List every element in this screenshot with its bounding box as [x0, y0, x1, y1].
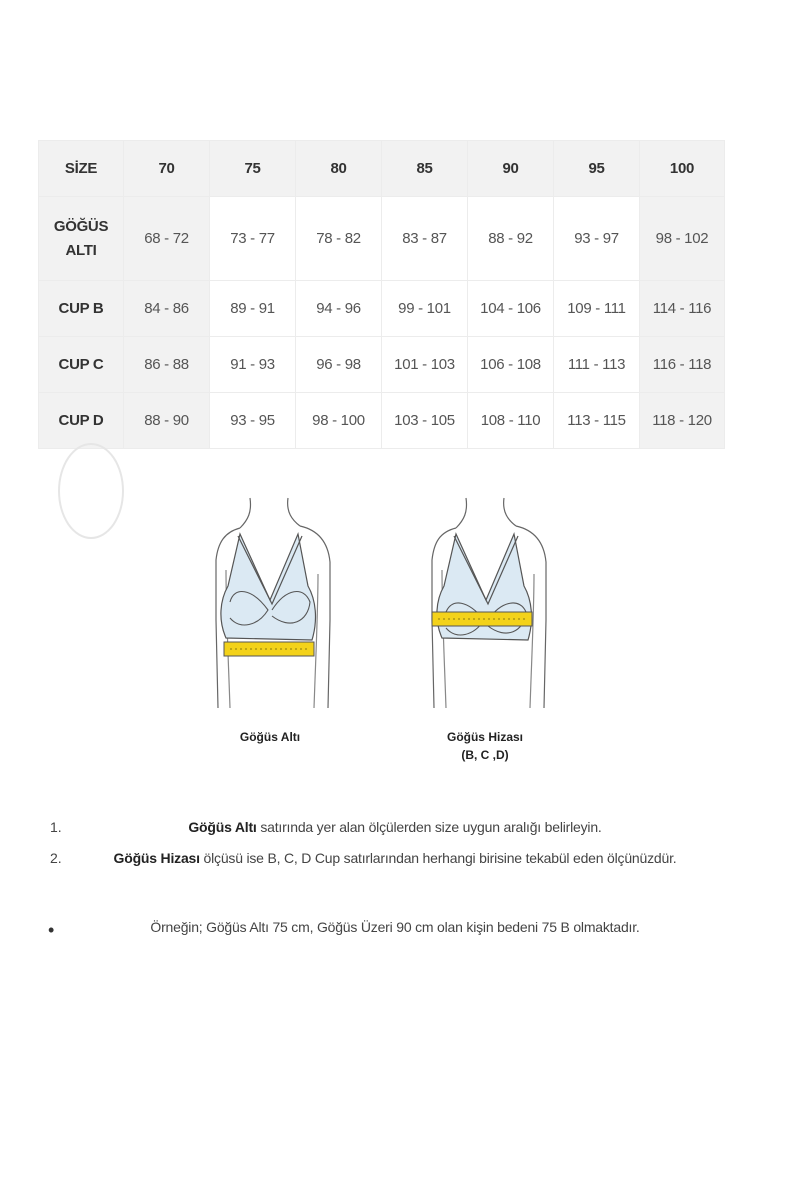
bullet-icon: •	[48, 920, 55, 940]
table-cell: 78 - 82	[296, 197, 382, 281]
table-cell: 89 - 91	[210, 281, 296, 337]
table-cell: 96 - 98	[296, 337, 382, 393]
underbust-bra	[221, 534, 316, 640]
table-cell: 93 - 97	[554, 197, 640, 281]
instruction-2	[80, 850, 710, 866]
table-cell: 88 - 90	[124, 393, 210, 449]
table-cell: 103 - 105	[382, 393, 468, 449]
table-cell: 109 - 111	[554, 281, 640, 337]
size-chart-table	[38, 140, 725, 449]
bustline-tape-icon	[432, 612, 532, 626]
row-label-line1: GÖĞÜS	[53, 217, 109, 235]
instruction-1-bold: Göğüs Altı	[188, 819, 257, 835]
header-70: 70	[124, 141, 210, 197]
table-cell: 111 - 113	[554, 337, 640, 393]
row-label-gogus-alti	[39, 197, 124, 281]
table-cell: 83 - 87	[382, 197, 468, 281]
measurement-illustration	[200, 490, 570, 720]
table-cell: 73 - 77	[210, 197, 296, 281]
table-cell: 106 - 108	[468, 337, 554, 393]
table-row	[39, 393, 725, 449]
table-cell: 116 - 118	[640, 337, 725, 393]
row-label-cup-c: CUP C	[39, 337, 124, 393]
table-cell: 108 - 110	[468, 393, 554, 449]
table-cell: 86 - 88	[124, 337, 210, 393]
table-cell: 118 - 120	[640, 393, 725, 449]
table-cell: 88 - 92	[468, 197, 554, 281]
table-cell: 113 - 115	[554, 393, 640, 449]
header-100: 100	[640, 141, 725, 197]
instruction-1-text: satırında yer alan ölçülerden size uygun aralığı belirleyin.	[256, 819, 602, 835]
caption-bustline-cups: (B, C ,D)	[461, 748, 509, 762]
table-cell: 84 - 86	[124, 281, 210, 337]
table-cell: 68 - 72	[124, 197, 210, 281]
row-label-cup-b: CUP B	[39, 281, 124, 337]
table-cell: 101 - 103	[382, 337, 468, 393]
table-row	[39, 197, 725, 281]
header-90: 90	[468, 141, 554, 197]
header-95: 95	[554, 141, 640, 197]
table-cell: 114 - 116	[640, 281, 725, 337]
list-number-1: 1.	[50, 819, 62, 835]
instruction-1	[80, 819, 710, 835]
instruction-2-bold: Göğüs Hizası	[113, 850, 200, 866]
table-row	[39, 337, 725, 393]
table-cell: 98 - 102	[640, 197, 725, 281]
caption-bustline	[425, 728, 545, 764]
table-cell: 91 - 93	[210, 337, 296, 393]
table-cell: 98 - 100	[296, 393, 382, 449]
placeholder-circle	[58, 443, 124, 539]
header-80: 80	[296, 141, 382, 197]
underbust-tape-icon	[224, 642, 314, 656]
instruction-2-text: ölçüsü ise B, C, D Cup satırlarından herhangi birisine tekabül eden ölçünüzdür.	[199, 850, 677, 866]
header-85: 85	[382, 141, 468, 197]
table-cell: 99 - 101	[382, 281, 468, 337]
table-cell: 93 - 95	[210, 393, 296, 449]
list-number-2: 2.	[50, 850, 62, 866]
table-header-row	[39, 141, 725, 197]
table-cell: 94 - 96	[296, 281, 382, 337]
example-text: Örneğin; Göğüs Altı 75 cm, Göğüs Üzeri 90 cm olan kişin bedeni 75 B olmaktadır.	[150, 919, 640, 935]
row-label-line2: ALTI	[65, 241, 97, 259]
header-size: SİZE	[39, 141, 124, 197]
header-75: 75	[210, 141, 296, 197]
table-cell: 104 - 106	[468, 281, 554, 337]
row-label-cup-d: CUP D	[39, 393, 124, 449]
caption-underbust: Göğüs Altı	[239, 730, 301, 744]
table-row	[39, 281, 725, 337]
caption-bustline-title: Göğüs Hizası	[446, 730, 523, 744]
